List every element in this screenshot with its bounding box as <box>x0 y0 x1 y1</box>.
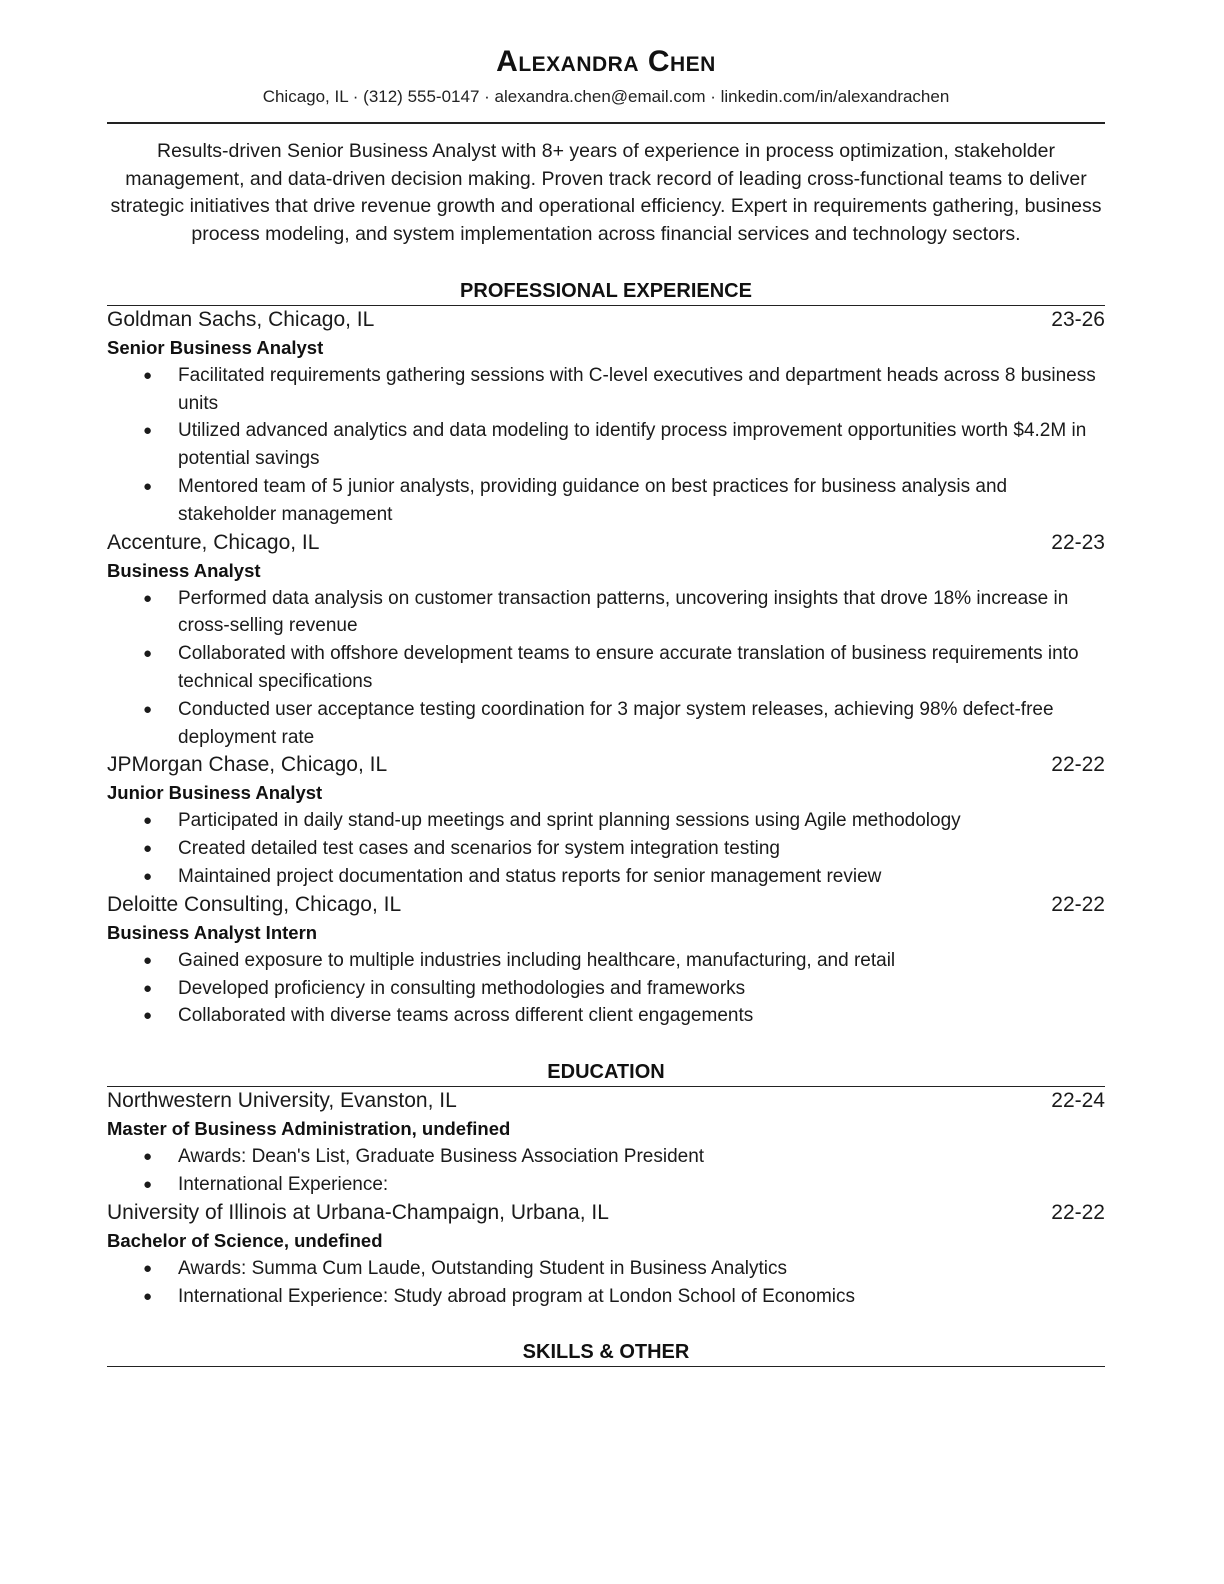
bullet-item <box>107 362 1105 418</box>
section-title-education: EDUCATION <box>547 1061 665 1084</box>
bullet-icon: ● <box>143 979 153 997</box>
bullet-item <box>107 585 1105 641</box>
bullet-icon: ● <box>143 1007 153 1025</box>
entry-dates: 22-22 <box>1051 753 1105 777</box>
entry-header <box>107 306 1105 334</box>
entry-organization: Accenture, Chicago, IL <box>107 530 320 554</box>
bullet-item <box>107 1171 1105 1199</box>
bullet-text: International Experience: Study abroad program at London School of Economics <box>178 1285 856 1307</box>
bullet-text: Conducted user acceptance testing coordination for 3 major system releases, achieving 98% defect-free deployment rate <box>178 698 1054 748</box>
entry-degree: Bachelor of Science, undefined <box>107 1229 383 1251</box>
bullet-text: Developed proficiency in consulting methodologies and frameworks <box>178 977 746 999</box>
entry-header <box>107 529 1105 557</box>
candidate-name: Alexandra Chen <box>496 45 716 78</box>
bullet-icon: ● <box>143 1259 153 1277</box>
education-entry <box>107 1087 1105 1199</box>
bullet-item <box>107 863 1105 891</box>
experience-entry <box>107 529 1105 752</box>
header-divider <box>107 122 1105 124</box>
entry-header <box>107 1199 1105 1227</box>
bullet-icon: ● <box>143 1175 153 1193</box>
summary-paragraph: Results-driven Senior Business Analyst with 8+ years of experience in process optimization, stakeholder management, and data-driven decision making. Proven track record of leading cross-functional teams to deliver strategic initiatives that drive revenue growth and operational efficiency. Expert in requirements gathering, business process modeling, and system implementation across financial services and technology sectors. <box>110 140 1102 246</box>
bullet-text: Awards: Summa Cum Laude, Outstanding Student in Business Analytics <box>178 1257 788 1279</box>
bullet-item <box>107 1255 1105 1283</box>
bullet-icon: ● <box>143 1287 153 1305</box>
entry-dates: 22-23 <box>1051 530 1105 554</box>
bullet-icon: ● <box>143 812 153 830</box>
bullet-item <box>107 696 1105 752</box>
entry-school: Northwestern University, Evanston, IL <box>107 1089 457 1113</box>
bullet-text: Facilitated requirements gathering sessions with C-level executives and department heads across 8 business units <box>178 364 1096 414</box>
bullet-icon: ● <box>143 700 153 718</box>
resume-page <box>107 0 1105 1367</box>
entry-organization: Deloitte Consulting, Chicago, IL <box>107 892 402 916</box>
section-divider-skills <box>107 1366 1105 1367</box>
bullet-icon: ● <box>143 840 153 858</box>
bullet-icon: ● <box>143 645 153 663</box>
bullet-text: Collaborated with diverse teams across different client engagements <box>178 1005 754 1027</box>
bullet-text: Utilized advanced analytics and data modeling to identify process improvement opportunities worth $4.2M in potential savings <box>178 420 1087 470</box>
entry-bullets <box>107 1255 1105 1311</box>
entry-bullets <box>107 1143 1105 1199</box>
bullet-text: Performed data analysis on customer transaction patterns, uncovering insights that drove 18% increase in cross-selling revenue <box>178 587 1069 637</box>
bullet-item <box>107 1283 1105 1311</box>
entry-header <box>107 891 1105 919</box>
experience-entry <box>107 751 1105 890</box>
entry-bullets <box>107 947 1105 1030</box>
bullet-item <box>107 417 1105 473</box>
entry-organization: JPMorgan Chase, Chicago, IL <box>107 753 388 777</box>
bullet-text: Awards: Dean's List, Graduate Business Association President <box>178 1146 705 1168</box>
bullet-text: Gained exposure to multiple industries including healthcare, manufacturing, and retail <box>178 949 896 971</box>
entry-role: Senior Business Analyst <box>107 336 324 358</box>
experience-list <box>107 306 1105 1030</box>
bullet-icon: ● <box>143 478 153 495</box>
entry-role: Business Analyst <box>107 559 261 581</box>
entry-school: University of Illinois at Urbana-Champaign, Urbana, IL <box>107 1200 609 1224</box>
bullet-item <box>107 640 1105 696</box>
bullet-item <box>107 975 1105 1003</box>
bullet-icon: ● <box>143 951 153 969</box>
entry-dates: 23-26 <box>1051 307 1105 331</box>
bullet-text: Collaborated with offshore development teams to ensure accurate translation of business requirements into technical specifications <box>178 643 1079 692</box>
bullet-icon: ● <box>143 1148 153 1166</box>
entry-organization: Goldman Sachs, Chicago, IL <box>107 307 375 331</box>
contact-line: Chicago, IL · (312) 555-0147 · alexandra.chen@email.com · linkedin.com/in/alexandrachen <box>262 87 950 106</box>
entry-dates: 22-22 <box>1051 1200 1105 1224</box>
bullet-text: Maintained project documentation and status reports for senior management review <box>178 865 882 887</box>
bullet-item <box>107 1143 1105 1171</box>
bullet-text: Created detailed test cases and scenarios for system integration testing <box>178 838 780 860</box>
bullet-icon: ● <box>143 366 153 384</box>
entry-bullets <box>107 585 1105 752</box>
bullet-icon: ● <box>143 589 153 607</box>
bullet-item <box>107 473 1105 529</box>
bullet-item <box>107 835 1105 863</box>
entry-degree: Master of Business Administration, undefined <box>107 1118 511 1140</box>
bullet-text: Participated in daily stand-up meetings and sprint planning sessions using Agile methodology <box>178 810 961 832</box>
entry-bullets <box>107 362 1105 529</box>
experience-entry <box>107 306 1105 529</box>
education-list <box>107 1087 1105 1310</box>
bullet-item <box>107 947 1105 975</box>
entry-bullets <box>107 807 1105 890</box>
bullet-text: Mentored team of 5 junior analysts, providing guidance on best practices for business analysis and stakeholder management <box>178 476 1008 525</box>
entry-dates: 22-22 <box>1051 892 1105 916</box>
bullet-text: International Experience: <box>178 1173 389 1195</box>
bullet-item <box>107 807 1105 835</box>
entry-header <box>107 1087 1105 1115</box>
bullet-item <box>107 1002 1105 1030</box>
education-entry <box>107 1199 1105 1311</box>
section-title-skills: SKILLS & OTHER <box>522 1341 690 1364</box>
section-title-experience: PROFESSIONAL EXPERIENCE <box>460 279 752 302</box>
bullet-icon: ● <box>143 422 153 440</box>
bullet-icon: ● <box>143 867 153 885</box>
entry-role: Business Analyst Intern <box>107 921 318 943</box>
entry-dates: 22-24 <box>1051 1089 1105 1113</box>
entry-role: Junior Business Analyst <box>107 782 323 804</box>
entry-header <box>107 751 1105 779</box>
experience-entry <box>107 891 1105 1030</box>
